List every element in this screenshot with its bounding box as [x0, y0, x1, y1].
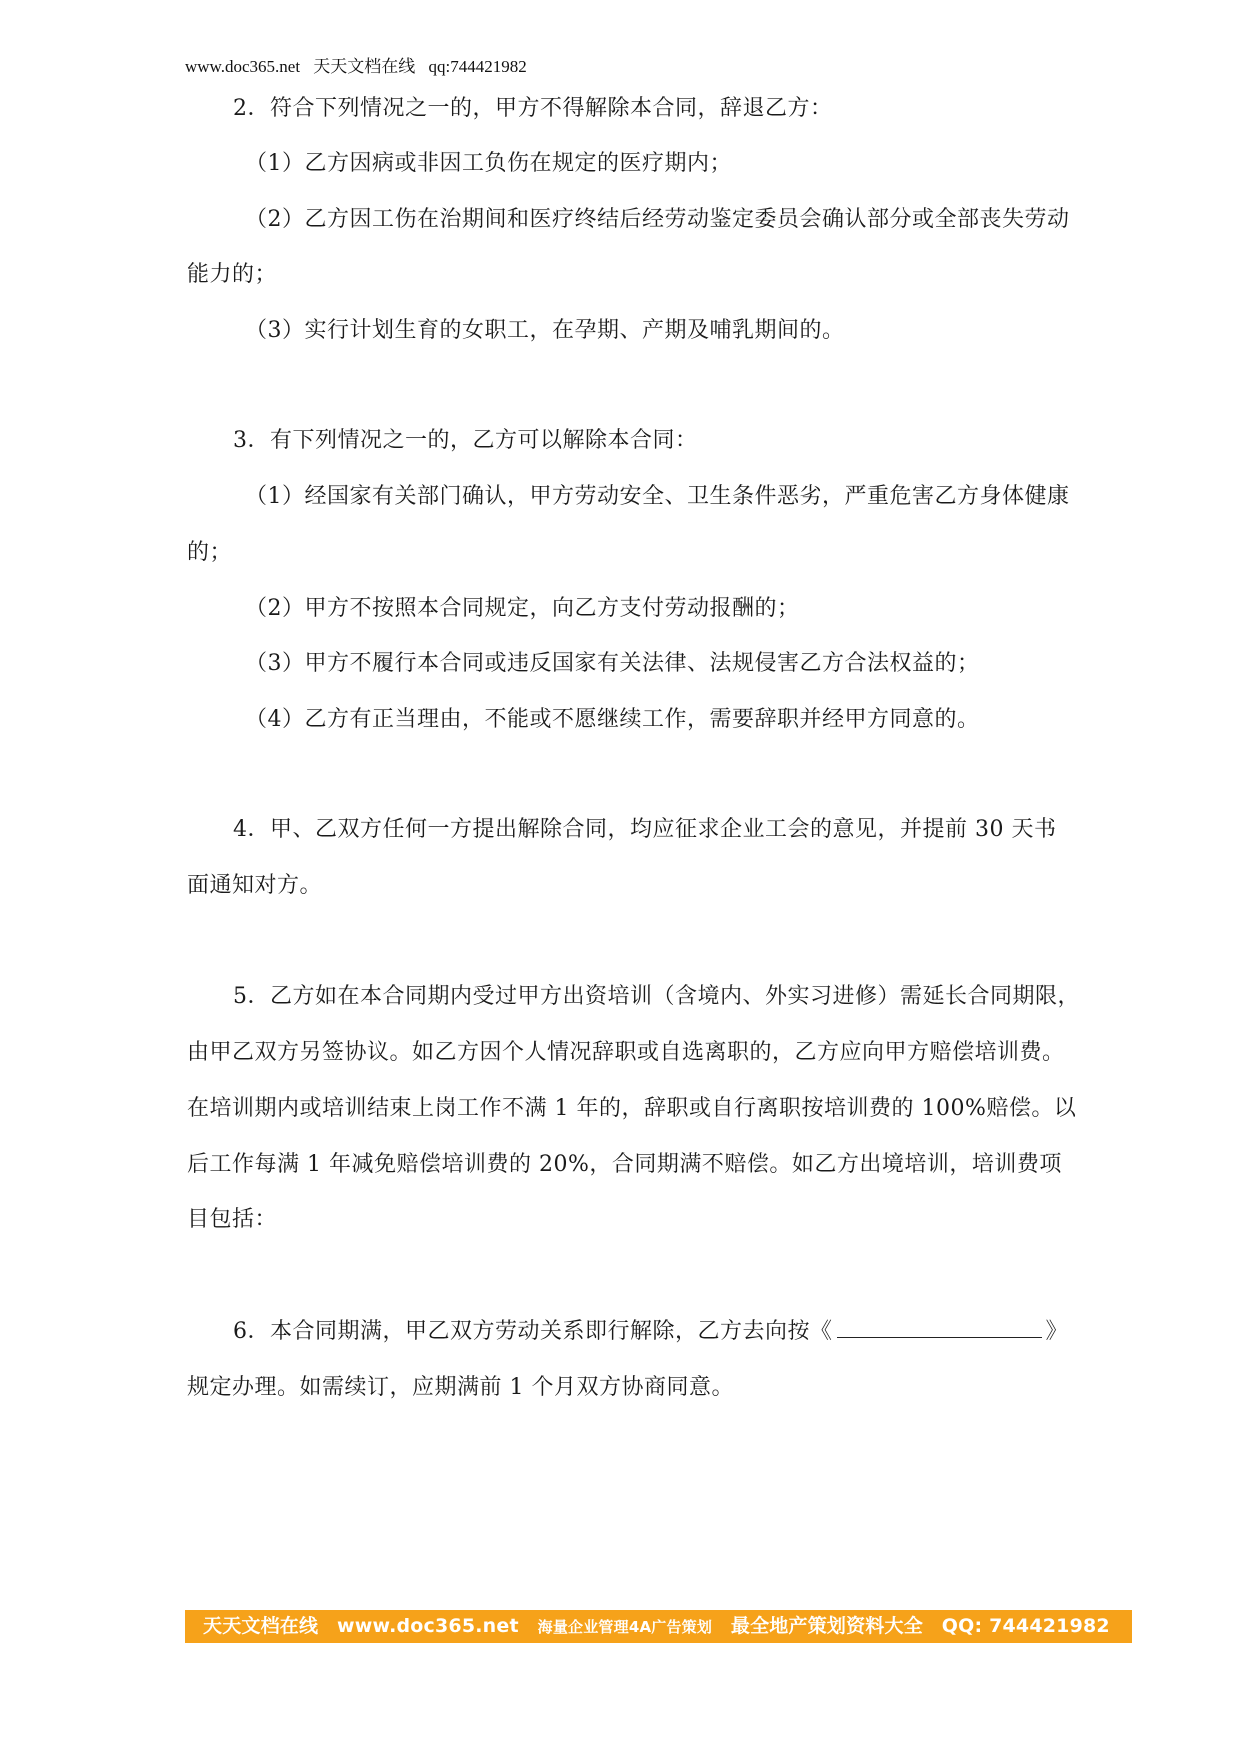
footer-tagline-2: 最全地产策划资料大全	[730, 1615, 923, 1637]
clause-5-line-5: 目包括：	[187, 1207, 278, 1232]
clause-3-item-1: （1）经国家有关部门确认，甲方劳动安全、卫生条件恶劣，严重危害乙方身体健康	[245, 484, 1070, 509]
footer-tagline-1: 海量企业管理4A广告策划	[537, 1618, 713, 1636]
clause-6-text: 6．本合同期满，甲乙双方劳动关系即行解除，乙方去向按《	[233, 1319, 833, 1344]
header-qq: qq:744421982	[428, 57, 527, 76]
footer-qq: QQ: 744421982	[941, 1615, 1110, 1637]
clause-2-item-1: （1）乙方因病或非因工负伤在规定的医疗期内；	[245, 151, 732, 176]
clause-2-heading: 2．符合下列情况之一的，甲方不得解除本合同，辞退乙方：	[233, 96, 833, 121]
clause-2-item-3: （3）实行计划生育的女职工，在孕期、产期及哺乳期间的。	[245, 318, 845, 343]
clause-3-item-2: （2）甲方不按照本合同规定，向乙方支付劳动报酬的；	[245, 596, 800, 621]
clause-2-item-2: （2）乙方因工伤在治期间和医疗终结后经劳动鉴定委员会确认部分或全部丧失劳动	[245, 207, 1070, 232]
clause-4-cont: 面通知对方。	[187, 873, 323, 898]
clause-3-item-4: （4）乙方有正当理由，不能或不愿继续工作，需要辞职并经甲方同意的。	[245, 707, 980, 732]
clause-3-item-1-cont: 的；	[187, 540, 233, 565]
header-name: 天天文档在线	[313, 57, 416, 76]
clause-6	[233, 1317, 1068, 1347]
clause-3-heading: 3．有下列情况之一的，乙方可以解除本合同：	[233, 428, 698, 453]
clause-4: 4．甲、乙双方任何一方提出解除合同，均应征求企业工会的意见，并提前 30 天书	[233, 817, 1057, 842]
clause-2-item-2-cont: 能力的；	[187, 262, 278, 287]
fill-in-blank	[837, 1317, 1042, 1338]
footer-site: www.doc365.net	[337, 1615, 519, 1637]
clause-5-line-3: 在培训期内或培训结束上岗工作不满 1 年的，辞职或自行离职按培训费的 100%赔偿。以	[187, 1096, 1077, 1121]
clause-5-line-2: 由甲乙双方另签协议。如乙方因个人情况辞职或自选离职的，乙方应向甲方赔偿培训费。	[187, 1040, 1065, 1065]
clause-5-line-4: 后工作每满 1 年减免赔偿培训费的 20%，合同期满不赔偿。如乙方出境培训，培训费项	[187, 1152, 1062, 1177]
page-header	[185, 52, 536, 77]
clause-6-close-quote: 》	[1045, 1319, 1069, 1344]
footer-brand: 天天文档在线	[203, 1615, 319, 1637]
clause-5: 5．乙方如在本合同期内受过甲方出资培训（含境内、外实习进修）需延长合同期限，	[233, 984, 1080, 1009]
clause-6-cont: 规定办理。如需续订，应期满前 1 个月双方协商同意。	[187, 1375, 734, 1400]
header-site: www.doc365.net	[185, 57, 301, 76]
footer-banner	[185, 1610, 1132, 1643]
clause-3-item-3: （3）甲方不履行本合同或违反国家有关法律、法规侵害乙方合法权益的；	[245, 651, 980, 676]
